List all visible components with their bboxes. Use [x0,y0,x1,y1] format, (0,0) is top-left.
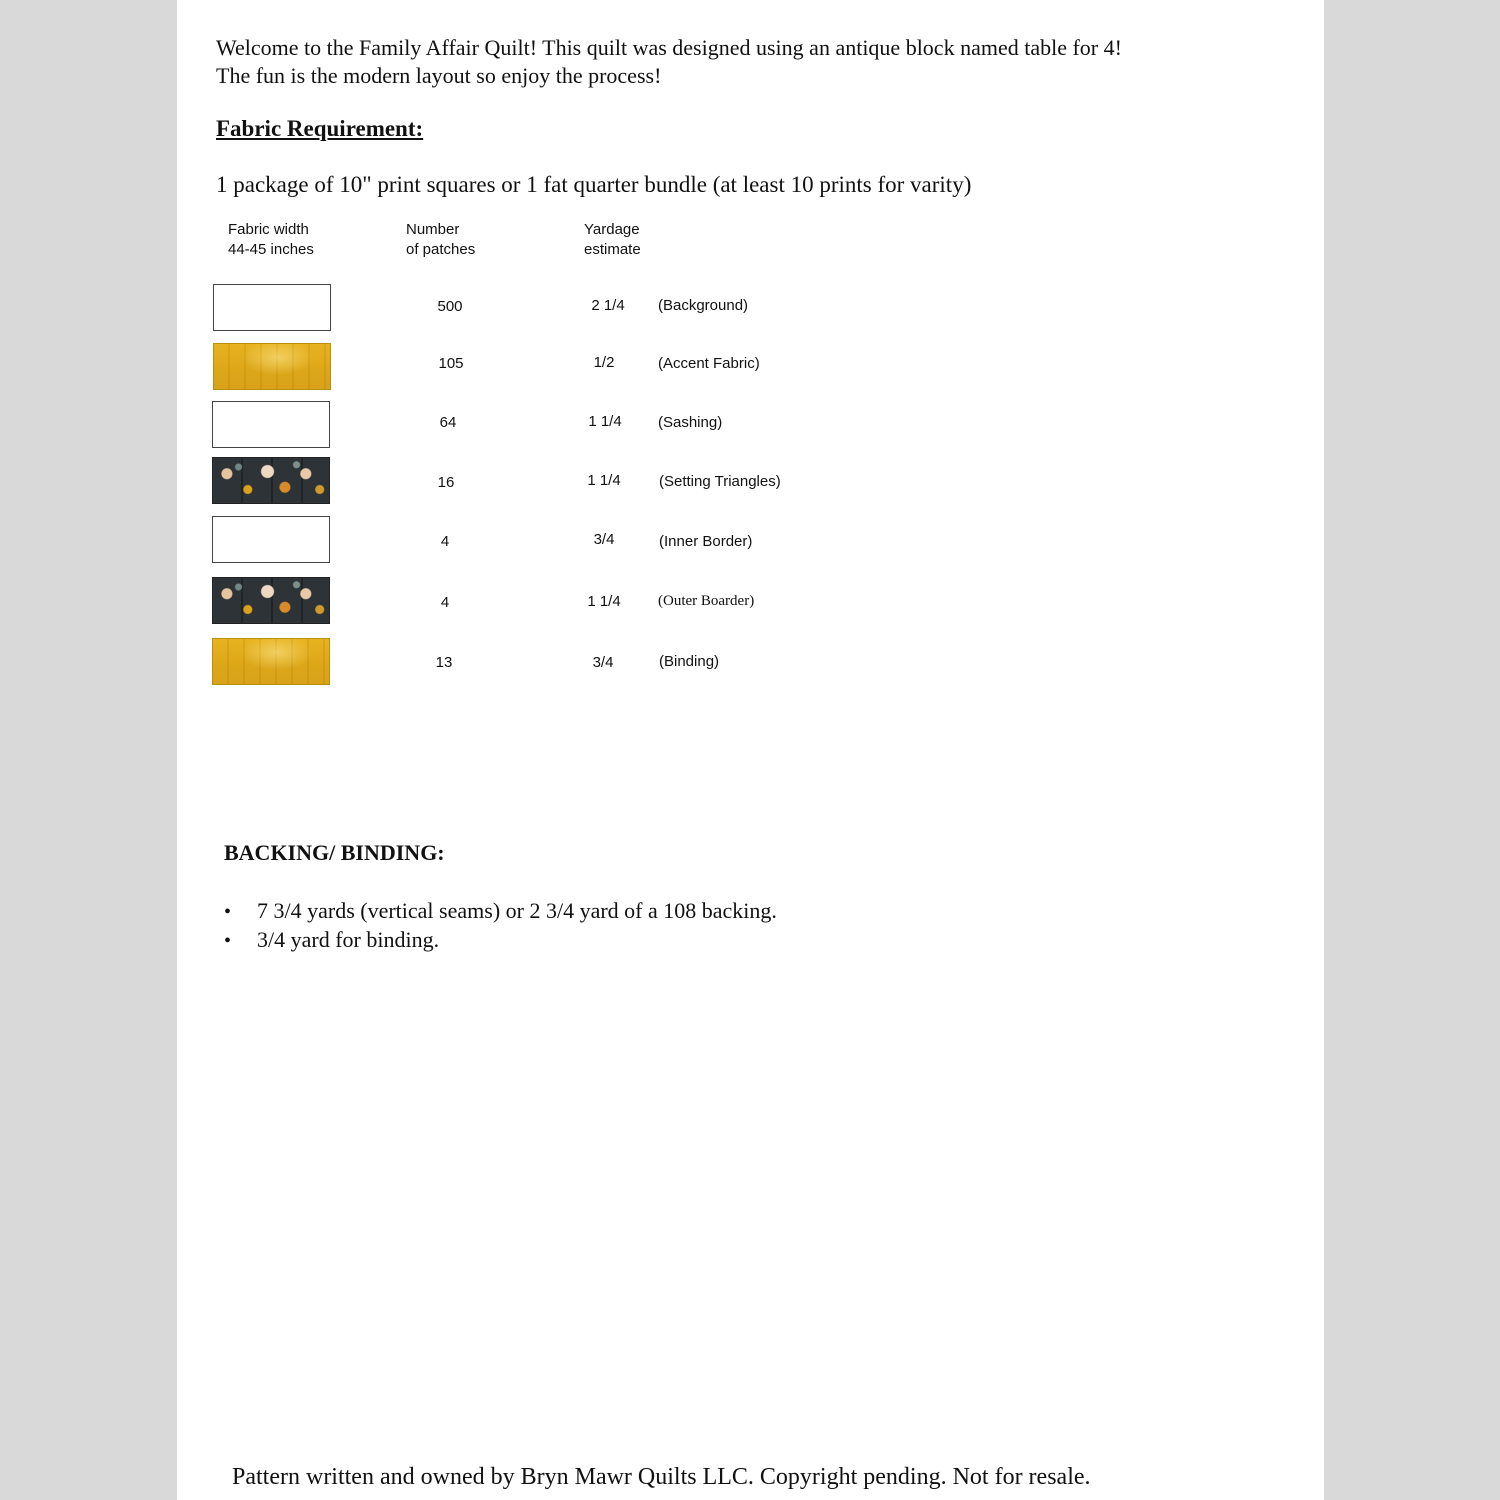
patches-count: 500 [437,298,463,315]
fabric-swatch-binding [212,638,330,685]
fabric-swatch-background [213,284,331,331]
patches-count: 16 [437,474,455,491]
header-yardage-estimate [584,220,641,260]
header-fabric-width-line1: Fabric width [228,221,309,238]
intro-line-2: The fun is the modern layout so enjoy the process! [216,63,662,88]
fabric-label: (Setting Triangles) [659,473,781,490]
bullet-icon: • [224,930,232,952]
yardage-value: 1 1/4 [587,593,621,610]
fabric-swatch-inner-border [212,516,330,563]
fabric-swatch-accent [213,343,331,390]
fabric-label: (Background) [658,297,749,314]
bullet-text: 7 3/4 yards (vertical seams) or 2 3/4 yard of a 108 backing. [257,898,777,923]
patches-count: 4 [440,594,450,611]
backing-binding-heading: BACKING/ BINDING: [224,840,445,865]
patches-count: 4 [440,533,450,550]
package-description: 1 package of 10" print squares or 1 fat quarter bundle (at least 10 prints for varity) [216,172,972,197]
yardage-value: 1 1/4 [588,413,622,430]
fabric-swatch-sashing [212,401,330,448]
header-fabric-width [228,220,314,260]
header-fabric-width-line2: 44-45 inches [228,241,314,258]
bullet-text: 3/4 yard for binding. [257,927,440,952]
fabric-requirement-heading: Fabric Requirement: [216,116,424,141]
yardage-value: 1/2 [593,354,615,371]
list-item [224,897,777,926]
bullet-icon: • [224,901,232,923]
yardage-value: 3/4 [593,531,615,548]
backing-bullet-list [224,897,777,955]
header-number-of-patches [406,220,475,260]
intro-text [216,34,1122,90]
intro-line-1: Welcome to the Family Affair Quilt! This quilt was designed using an antique block named table for 4! [216,35,1122,60]
fabric-label: (Inner Border) [659,533,753,550]
header-yardage-line2: estimate [584,241,641,258]
patches-count: 105 [438,355,464,372]
list-item [224,926,777,955]
fabric-label: (Outer Boarder) [658,593,755,609]
fabric-label: (Sashing) [658,414,723,431]
patches-count: 13 [435,654,453,671]
fabric-swatch-outer-border [212,577,330,624]
yardage-value: 2 1/4 [591,297,625,314]
yardage-value: 3/4 [592,654,614,671]
fabric-label: (Accent Fabric) [658,355,760,372]
patches-count: 64 [439,414,457,431]
fabric-label: (Binding) [659,653,720,670]
header-number-line1: Number [406,221,460,238]
copyright-footer: Pattern written and owned by Bryn Mawr Quilts LLC. Copyright pending. Not for resale. [232,1464,1091,1490]
header-number-line2: of patches [406,241,476,258]
header-yardage-line1: Yardage [584,221,640,238]
document-page [177,0,1324,1500]
fabric-swatch-setting-triangles [212,457,330,504]
yardage-value: 1 1/4 [587,472,621,489]
